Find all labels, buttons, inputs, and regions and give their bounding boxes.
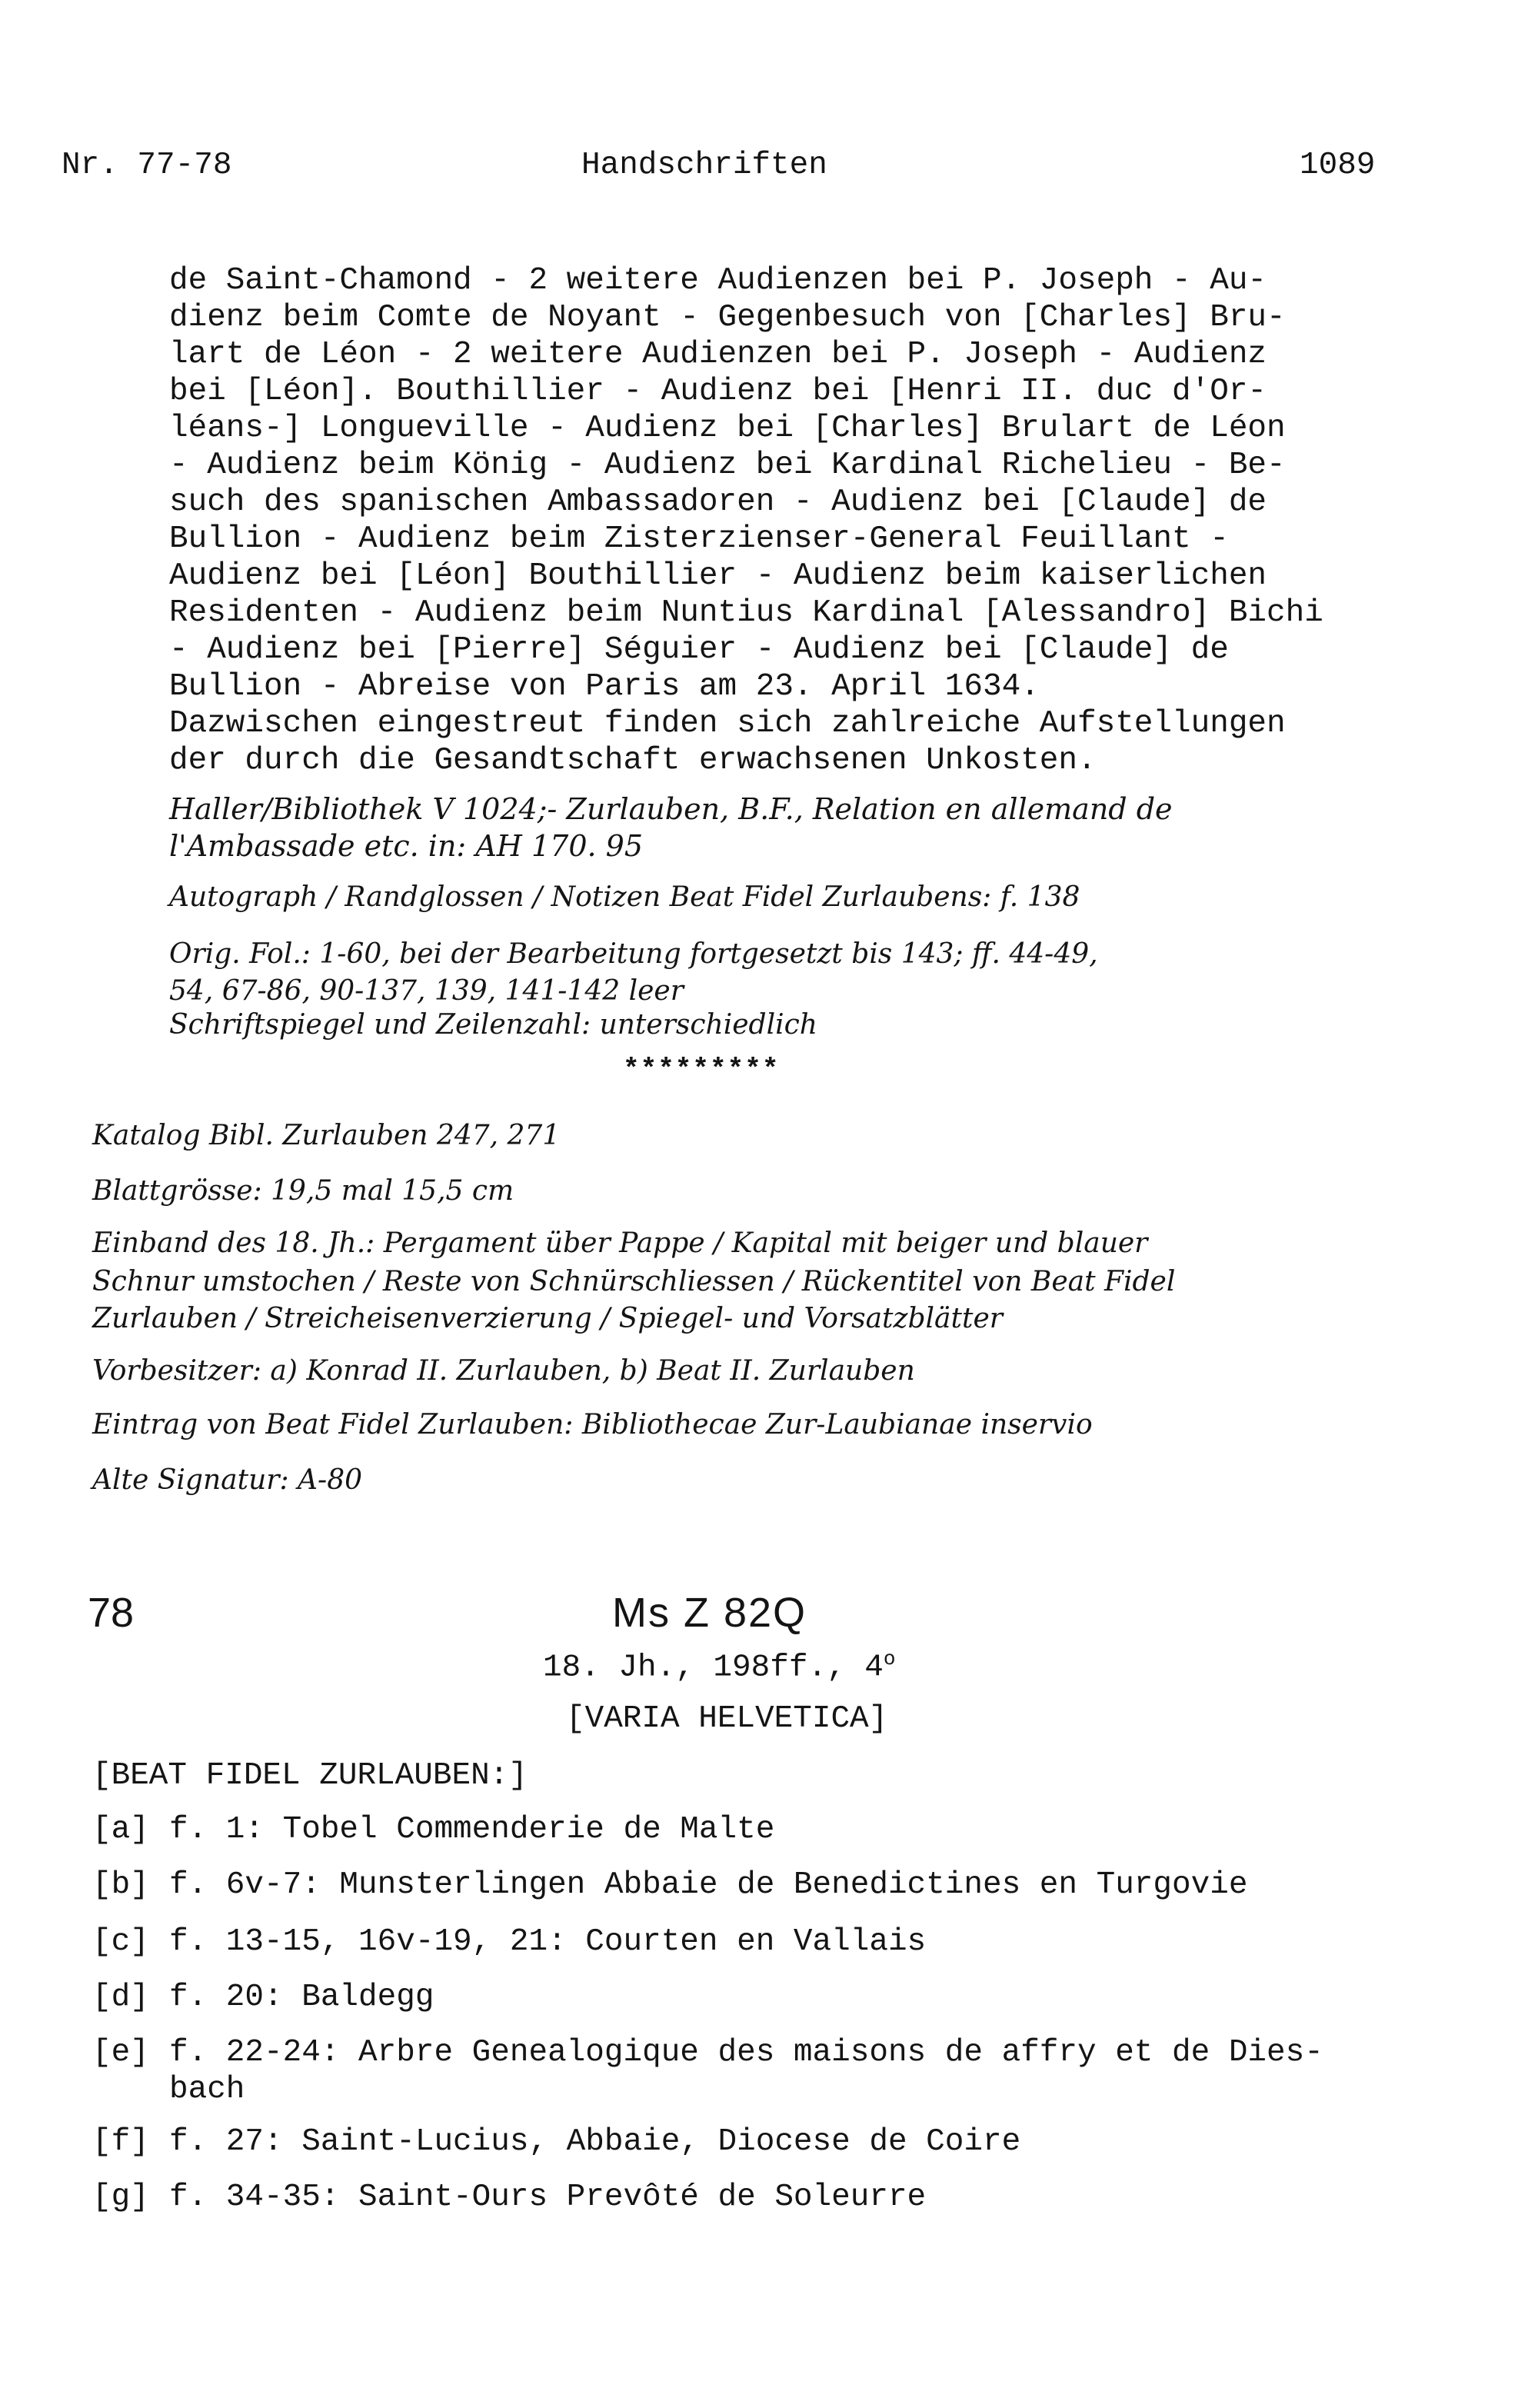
list-item-label: [e]	[92, 2035, 149, 2070]
entry-number: 78	[88, 1590, 135, 1636]
header-left: Nr. 77-78	[62, 148, 232, 183]
author-line: [BEAT FIDEL ZURLAUBEN:]	[92, 1758, 528, 1794]
blattgroesse-line: Blattgrösse: 19,5 mal 15,5 cm	[92, 1175, 514, 1207]
list-item-label: [c]	[92, 1924, 149, 1960]
list-item: f. 27: Saint-Lucius, Abbaie, Diocese de Coire	[169, 2124, 1021, 2160]
original-foliation-cont: 54, 67-86, 90-137, 139, 141-142 leer	[169, 975, 684, 1007]
alte-signatur-line: Alte Signatur: A-80	[92, 1464, 362, 1496]
eintrag-line: Eintrag von Beat Fidel Zurlauben: Bibliothecae Zur-Laubianae inservio	[92, 1409, 1093, 1440]
body-line: Audienz bei [Léon] Bouthillier - Audienz beim kaiserlichen	[169, 558, 1267, 594]
body-line: - Audienz bei [Pierre] Séguier - Audienz bei [Claude] de	[169, 632, 1229, 668]
body-line: - Audienz beim König - Audienz bei Kardinal Richelieu - Be-	[169, 448, 1286, 483]
list-item-label: [a]	[92, 1812, 149, 1847]
vorbesitzer-line: Vorbesitzer: a) Konrad II. Zurlauben, b) Beat II. Zurlauben	[92, 1355, 915, 1387]
body-line: Residenten - Audienz beim Nuntius Kardinal [Alessandro] Bichi	[169, 595, 1323, 631]
body-line: de Saint-Chamond - 2 weitere Audienzen bei P. Joseph - Au-	[169, 263, 1267, 298]
separator-asterisks: *********	[623, 1054, 780, 1085]
list-item-label: [d]	[92, 1980, 149, 2015]
body-line: Bullion - Abreise von Paris am 23. April 1634.	[169, 669, 1040, 704]
list-item-label: [b]	[92, 1867, 149, 1903]
manuscript-title: [VARIA HELVETICA]	[566, 1701, 888, 1737]
original-foliation: Orig. Fol.: 1-60, bei der Bearbeitung fortgesetzt bis 143; ff. 44-49,	[169, 938, 1098, 970]
katalog-line: Katalog Bibl. Zurlauben 247, 271	[92, 1120, 561, 1151]
schriftspiegel-note: Schriftspiegel und Zeilenzahl: unterschiedlich	[169, 1009, 817, 1041]
body-line: such des spanischen Ambassadoren - Audienz bei [Claude] de	[169, 485, 1267, 520]
list-item: f. 1: Tobel Commenderie de Malte	[169, 1812, 775, 1847]
header-center: Handschriften	[581, 148, 827, 183]
reference-line: Haller/Bibliothek V 1024;- Zurlauben, B.F., Relation en allemand de	[169, 792, 1173, 826]
list-item-label: [g]	[92, 2180, 149, 2215]
einband-line: Zurlauben / Streicheisenverzierung / Spiegel- und Vorsatzblätter	[92, 1303, 1003, 1334]
autograph-note: Autograph / Randglossen / Notizen Beat Fidel Zurlaubens: f. 138	[169, 881, 1080, 913]
list-item: f. 20: Baldegg	[169, 1980, 434, 2015]
header-page-number: 1089	[1300, 148, 1376, 183]
einband-line: Schnur umstochen / Reste von Schnürschliessen / Rückentitel von Beat Fidel	[92, 1266, 1176, 1297]
list-item-label: [f]	[92, 2124, 149, 2160]
list-item: f. 13-15, 16v-19, 21: Courten en Vallais	[169, 1924, 927, 1960]
body-line: Bullion - Audienz beim Zisterzienser-General Feuillant -	[169, 521, 1229, 557]
body-line: léans-] Longueville - Audienz bei [Charles] Brulart de Léon	[169, 411, 1286, 446]
shelfmark: Ms Z 82Q	[612, 1590, 807, 1636]
reference-line: l'Ambassade etc. in: AH 170. 95	[169, 829, 644, 863]
list-item: f. 6v-7: Munsterlingen Abbaie de Benedictines en Turgovie	[169, 1867, 1248, 1903]
date-extent-format: 18. Jh., 198ff., 4$^o$	[543, 1647, 896, 1686]
list-item: f. 22-24: Arbre Genealogique des maisons de affry et de Dies-	[169, 2035, 1323, 2070]
body-line: Dazwischen eingestreut finden sich zahlreiche Aufstellungen	[169, 706, 1286, 741]
einband-line: Einband des 18. Jh.: Pergament über Pappe / Kapital mit beiger und blauer	[92, 1227, 1148, 1259]
body-line: bei [Léon]. Bouthillier - Audienz bei [Henri II. duc d'Or-	[169, 374, 1267, 409]
body-line: dienz beim Comte de Noyant - Gegenbesuch von [Charles] Bru-	[169, 300, 1286, 335]
list-item: f. 34-35: Saint-Ours Prevôté de Soleurre	[169, 2180, 927, 2215]
list-item: bach	[169, 2072, 245, 2107]
body-line: der durch die Gesandtschaft erwachsenen Unkosten.	[169, 743, 1097, 778]
body-line: lart de Léon - 2 weitere Audienzen bei P. Joseph - Audienz	[169, 337, 1267, 372]
